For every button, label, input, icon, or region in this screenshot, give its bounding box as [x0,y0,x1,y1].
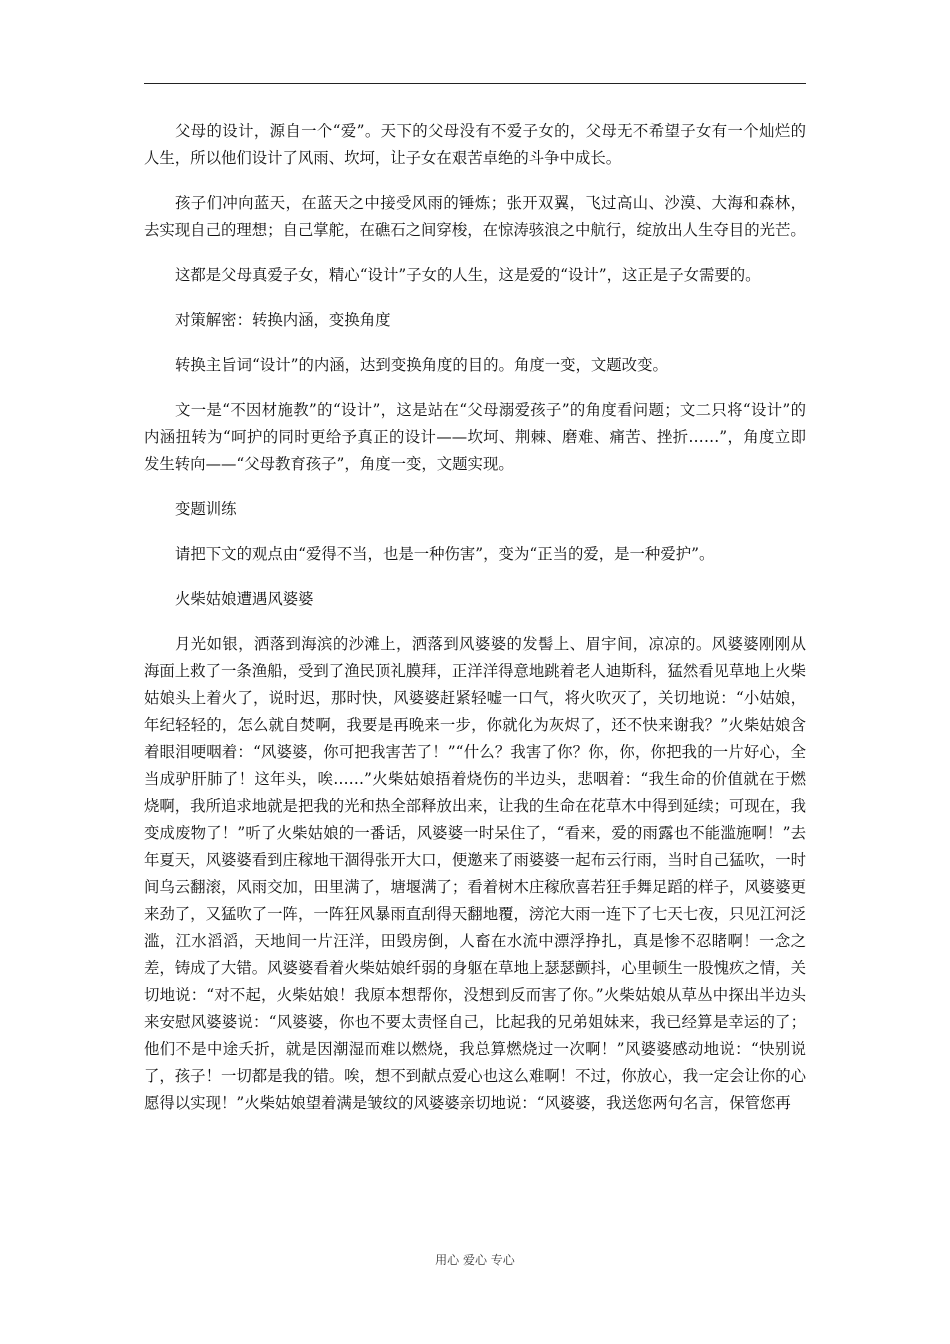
paragraph-convert-meaning: 转换主旨词“设计”的内涵，达到变换角度的目的。角度一变，文题改变。 [175,356,668,374]
paragraph-children-sky: 孩子们冲向蓝天，在蓝天之中接受风雨的锤炼；张开双翼，飞过高山、沙漠、大海和森林，去实现自己的理想；自己掌舵，在礁石之间穿梭，在惊涛骇浪之中航行，绽放出人生夺目的光芒。 [144,194,806,239]
page-footer: 用心 爱心 专心 [435,1253,515,1267]
paragraph-true-love: 这都是父母真爱子女，精心“设计”子女的人生，这是爱的“设计”，这正是子女需要的。 [175,266,761,284]
document-body [144,118,806,1117]
paragraph-parents-design: 父母的设计，源自一个“爱”。天下的父母没有不爱子女的，父母无不希望子女有一个灿烂的人生，所以他们设计了风雨、坎坷，让子女在艰苦卓绝的斗争中成长。 [144,122,806,167]
heading-strategy: 对策解密：转换内涵，变换角度 [175,311,391,329]
header-rule [144,83,806,84]
story-body: 月光如银，洒落到海滨的沙滩上，洒落到风婆婆的发髻上、眉宇间，凉凉的。风婆婆刚刚从海面上救了一条渔船，受到了渔民顶礼膜拜，正洋洋得意地跳着老人迪斯科，猛然看见草地上火柴姑娘头上着火了，说时迟，那时快，风婆婆赶紧轻嘘一口气，将火吹灭了，关切地说：“小姑娘，年纪轻轻的，怎么就自焚啊，我要是再晚来一步，你就化为灰烬了，还不快来谢我？”火柴姑娘含着眼泪哽咽着：“风婆婆，你可把我害苦了！”“什么？我害了你？你，你，你把我的一片好心，全当成驴肝肺了！这年头，唉……”火柴姑娘捂着烧伤的半边头，悲咽着：“我生命的价值就在于燃烧啊，我所追求地就是把我的光和热全部释放出来，让我的生命在花草木中得到延续；可现在，我变成废物了！”听了火柴姑娘的一番话，风婆婆一时呆住了，“看来，爱的雨露也不能滥施啊！”去年夏天，风婆婆看到庄稼地干涸得张开大口，便邀来了雨婆婆一起布云行雨，当时自己猛吹，一时间乌云翻滚，风雨交加，田里满了，塘堰满了；看着树木庄稼欣喜若狂手舞足蹈的样子，风婆婆更来劲了，又猛吹了一阵，一阵狂风暴雨直刮得天翻地覆，滂沱大雨一连下了七天七夜，只见江河泛滥，江水滔滔，天地间一片汪洋，田毁房倒，人畜在水流中漂浮挣扎，真是惨不忍睹啊！一念之差，铸成了大错。风婆婆看着火柴姑娘纤弱的身躯在草地上瑟瑟颤抖，心里顿生一股愧疚之情，关切地说：“对不起，火柴姑娘！我原本想帮你，没想到反而害了你。”火柴姑娘从草丛中探出半边头来安慰风婆婆说：“风婆婆，你也不要太责怪自己，比起我的兄弟姐妹来，我已经算是幸运的了；他们不是中途夭折，就是因潮湿而难以燃烧，我总算燃烧过一次啊！”风婆婆感动地说：“快别说了，孩子！一切都是我的错。唉，想不到献点爱心也这么难啊！不过，你放心，我一定会让你的心愿得以实现！”火柴姑娘望着满是皱纹的风婆婆亲切地说：“风婆婆，我送您两句名言，保管您再 [144,635,806,1112]
paragraph-article-comparison: 文一是“不因材施教”的“设计”，这是站在“父母溺爱孩子”的角度看问题；文二只将“设计”的内涵扭转为“呵护的同时更给予真正的设计——坎坷、荆棘、磨难、痛苦、挫折……”，角度立即发生转向——“父母教育孩子”，角度一变，文题实现。 [144,401,806,473]
paragraph-task-instruction: 请把下文的观点由“爱得不当，也是一种伤害”，变为“正当的爱，是一种爱护”。 [175,545,715,563]
heading-training: 变题训练 [175,500,237,518]
story-title: 火柴姑娘遭遇风婆婆 [175,590,314,608]
